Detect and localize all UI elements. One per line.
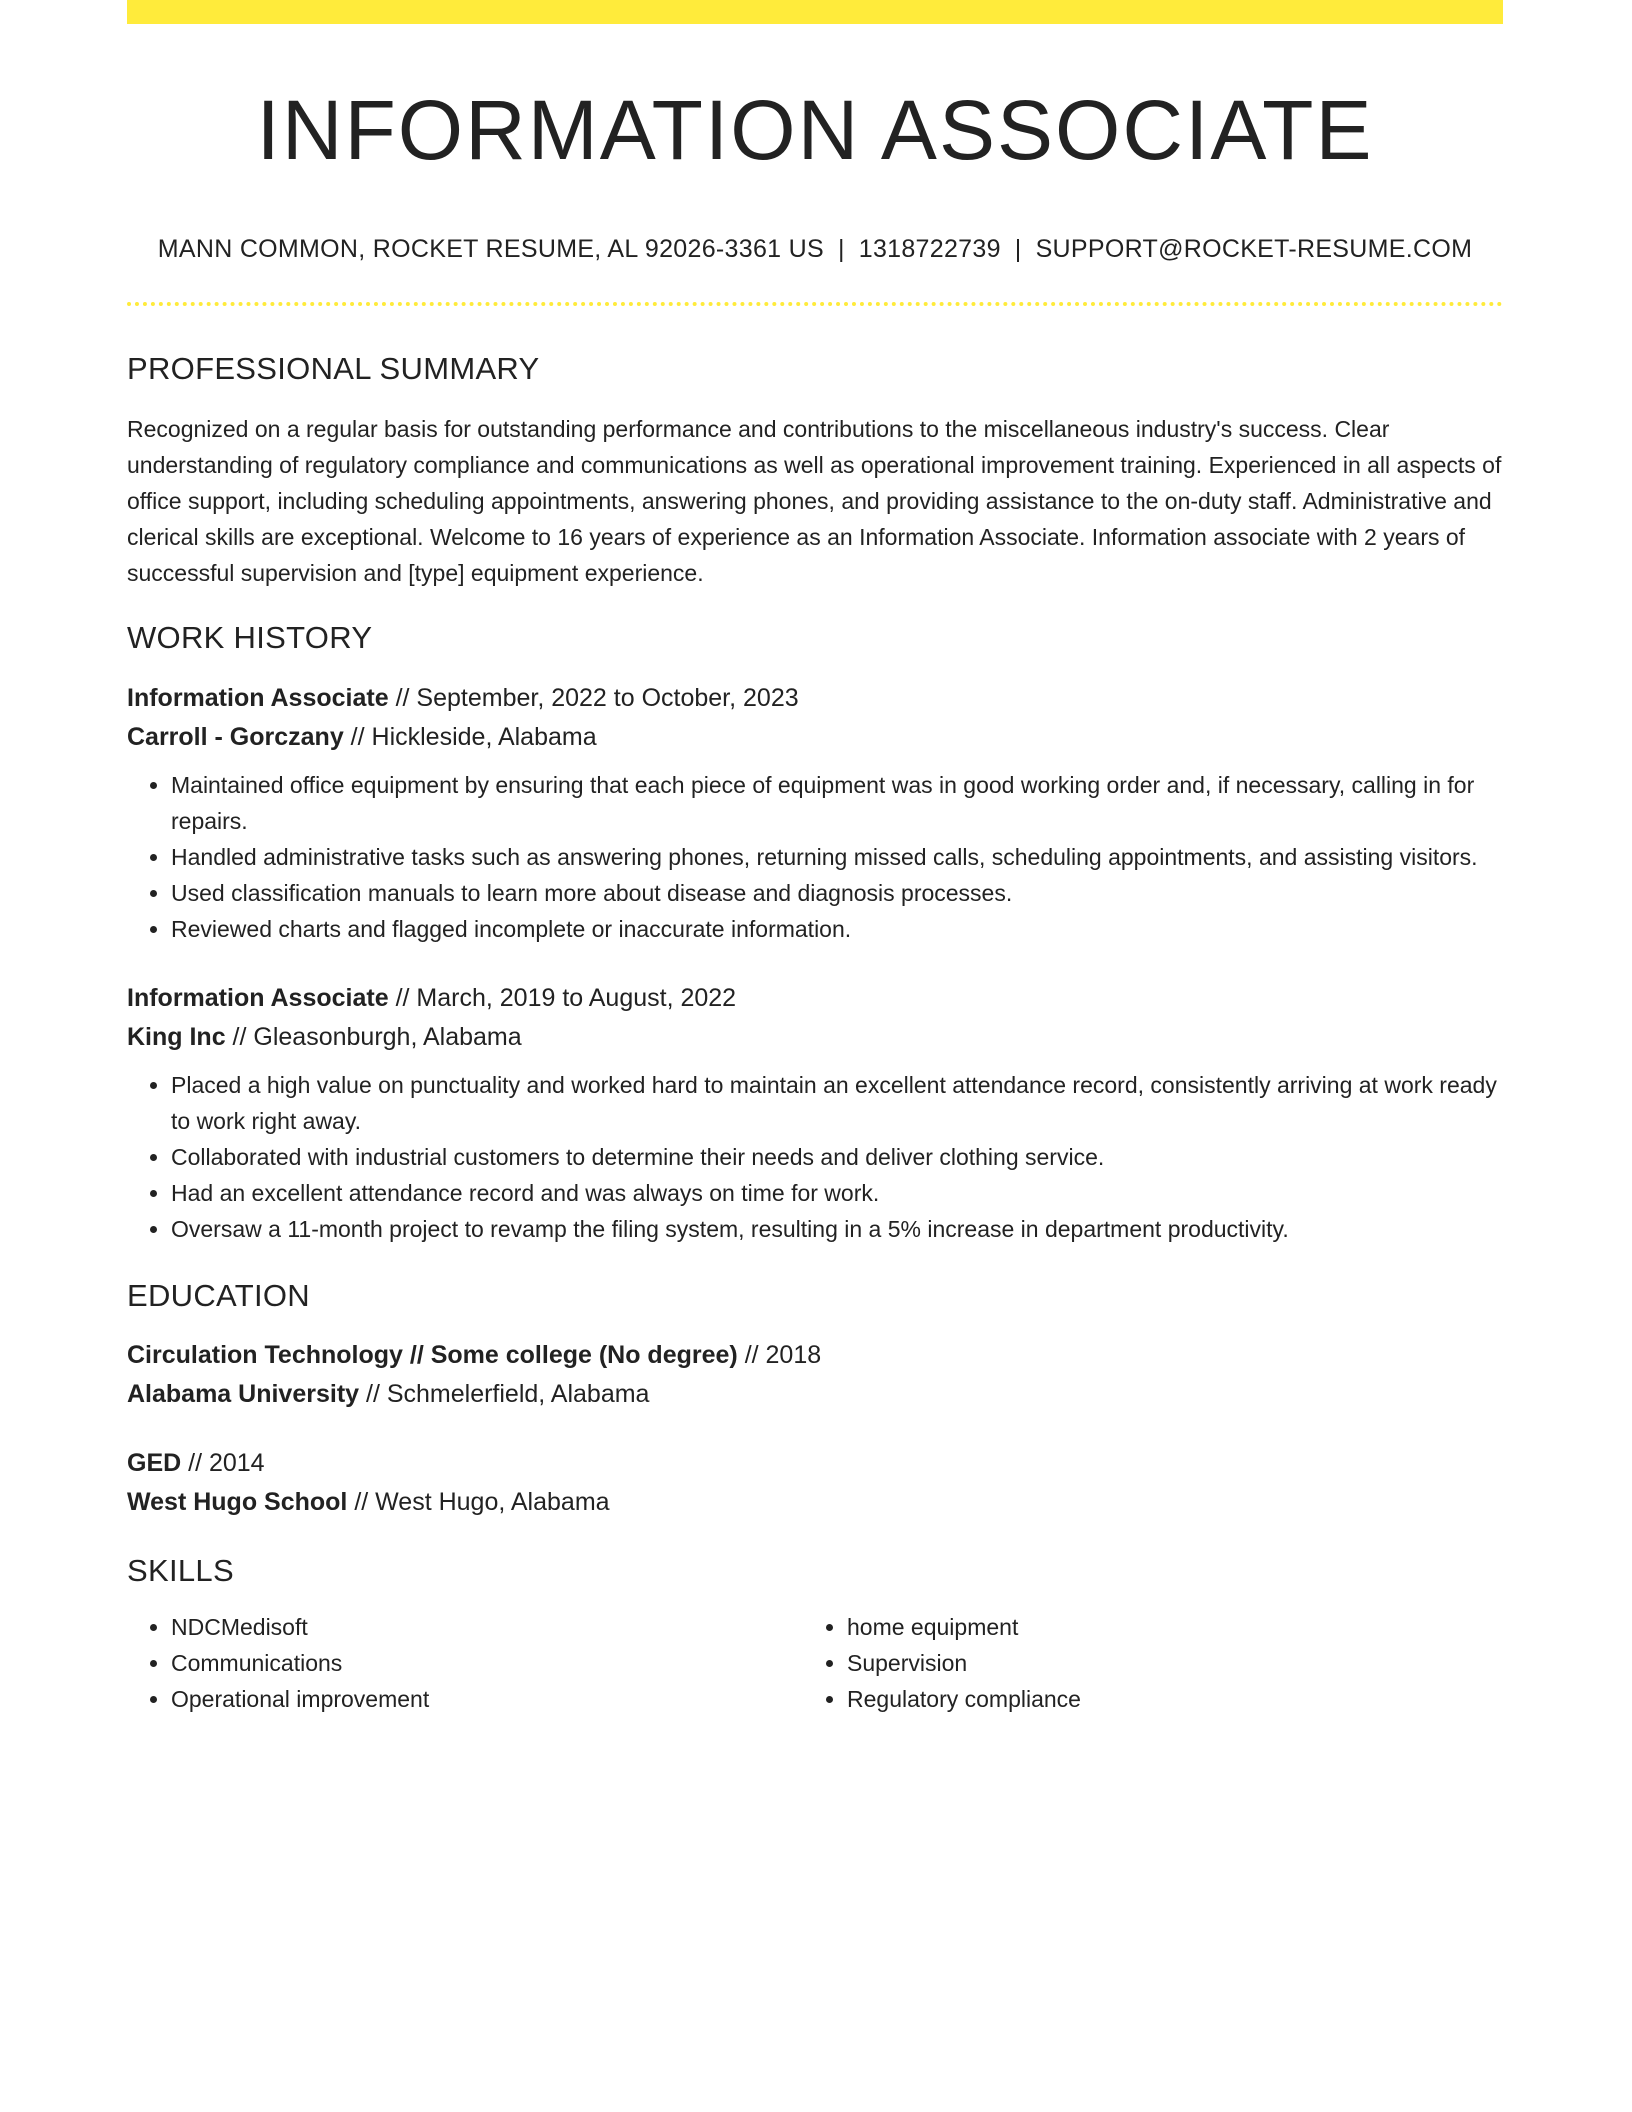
skills-column-left bbox=[127, 1609, 803, 1717]
education-year: // 2014 bbox=[181, 1448, 265, 1477]
education-entry bbox=[127, 1444, 1503, 1522]
education-year: // 2018 bbox=[737, 1340, 822, 1369]
education-school-line bbox=[127, 1483, 1503, 1522]
contact-address: MANN COMMON, ROCKET RESUME, AL 92026-3361 US bbox=[157, 235, 824, 264]
skills-column-right bbox=[803, 1609, 1479, 1717]
skill-item: • Supervision bbox=[847, 1645, 1479, 1681]
job-company: Carroll - Gorczany bbox=[127, 722, 344, 751]
job-title: Information Associate bbox=[127, 683, 389, 712]
skills-heading: SKILLS bbox=[127, 1552, 234, 1588]
work-history-heading: WORK HISTORY bbox=[127, 620, 373, 656]
job-company: King Inc bbox=[127, 1022, 226, 1051]
job-bullet: • Handled administrative tasks such as answering phones, returning missed calls, scheduling appointments, and assisting visitors. bbox=[171, 839, 1503, 875]
accent-bar bbox=[127, 0, 1503, 24]
summary-text: Recognized on a regular basis for outstanding performance and contributions to the miscellaneous industry's success. Clear understanding of regulatory compliance and communications as well as operational improvement training. Experienced in all aspects of office support, including scheduling appointments, answering phones, and providing assistance to the on-duty staff. Administrative and clerical skills are exceptional. Welcome to 16 years of experience as an Information Associate. Information associate with 2 years of successful supervision and [type] equipment experience. bbox=[127, 416, 1502, 587]
education-school-line bbox=[127, 1375, 1503, 1414]
skills-grid bbox=[127, 1609, 1503, 1717]
dotted-divider bbox=[127, 302, 1503, 306]
job-entry bbox=[127, 679, 1503, 947]
resume-page bbox=[127, 0, 1503, 1717]
job-bullets bbox=[127, 767, 1503, 947]
skill-item: • Communications bbox=[171, 1645, 803, 1681]
education-degree-line bbox=[127, 1336, 1503, 1375]
job-bullet: • Used classification manuals to learn more about disease and diagnosis processes. bbox=[171, 875, 1503, 911]
job-bullet: • Collaborated with industrial customers to determine their needs and deliver clothing service. bbox=[171, 1139, 1503, 1175]
job-title: Information Associate bbox=[127, 983, 389, 1012]
job-location: // Hickleside, Alabama bbox=[343, 722, 597, 751]
education-degree-line bbox=[127, 1444, 1503, 1483]
education-degree: GED bbox=[127, 1448, 182, 1477]
resume-name: INFORMATION ASSOCIATE bbox=[256, 83, 1374, 177]
job-dates: // March, 2019 to August, 2022 bbox=[388, 983, 737, 1012]
contact-line bbox=[127, 234, 1503, 264]
job-bullet: • Oversaw a 11-month project to revamp the filing system, resulting in a 5% increase in department productivity. bbox=[171, 1211, 1503, 1247]
education-school: West Hugo School bbox=[127, 1487, 348, 1516]
job-title-line bbox=[127, 979, 1503, 1018]
education-location: // Schmelerfield, Alabama bbox=[359, 1379, 650, 1408]
education-entry bbox=[127, 1336, 1503, 1414]
education-heading: EDUCATION bbox=[127, 1277, 310, 1313]
skill-item: • NDCMedisoft bbox=[171, 1609, 803, 1645]
job-bullet: • Placed a high value on punctuality and worked hard to maintain an excellent attendance record, consistently arriving at work ready to work right away. bbox=[171, 1067, 1503, 1139]
contact-phone: 1318722739 bbox=[858, 235, 1001, 264]
job-bullet: • Maintained office equipment by ensuring that each piece of equipment was in good working order and, if necessary, calling in for repairs. bbox=[171, 767, 1503, 839]
job-entry bbox=[127, 979, 1503, 1247]
job-bullet: • Reviewed charts and flagged incomplete or inaccurate information. bbox=[171, 911, 1503, 947]
job-location: // Gleasonburgh, Alabama bbox=[225, 1022, 522, 1051]
job-bullets bbox=[127, 1067, 1503, 1247]
education-degree: Circulation Technology // Some college (No degree) bbox=[127, 1340, 738, 1369]
education-school: Alabama University bbox=[127, 1379, 360, 1408]
summary-heading: PROFESSIONAL SUMMARY bbox=[127, 351, 540, 387]
skill-item: • home equipment bbox=[847, 1609, 1479, 1645]
job-bullet: • Had an excellent attendance record and was always on time for work. bbox=[171, 1175, 1503, 1211]
job-title-line bbox=[127, 679, 1503, 718]
education-location: // West Hugo, Alabama bbox=[347, 1487, 610, 1516]
job-dates: // September, 2022 to October, 2023 bbox=[388, 683, 799, 712]
contact-separator: | bbox=[1014, 235, 1022, 264]
skill-item: • Regulatory compliance bbox=[847, 1681, 1479, 1717]
job-company-line bbox=[127, 718, 1503, 757]
contact-separator: | bbox=[837, 235, 845, 264]
contact-email: SUPPORT@ROCKET-RESUME.COM bbox=[1035, 235, 1473, 264]
skill-item: • Operational improvement bbox=[171, 1681, 803, 1717]
job-company-line bbox=[127, 1018, 1503, 1057]
